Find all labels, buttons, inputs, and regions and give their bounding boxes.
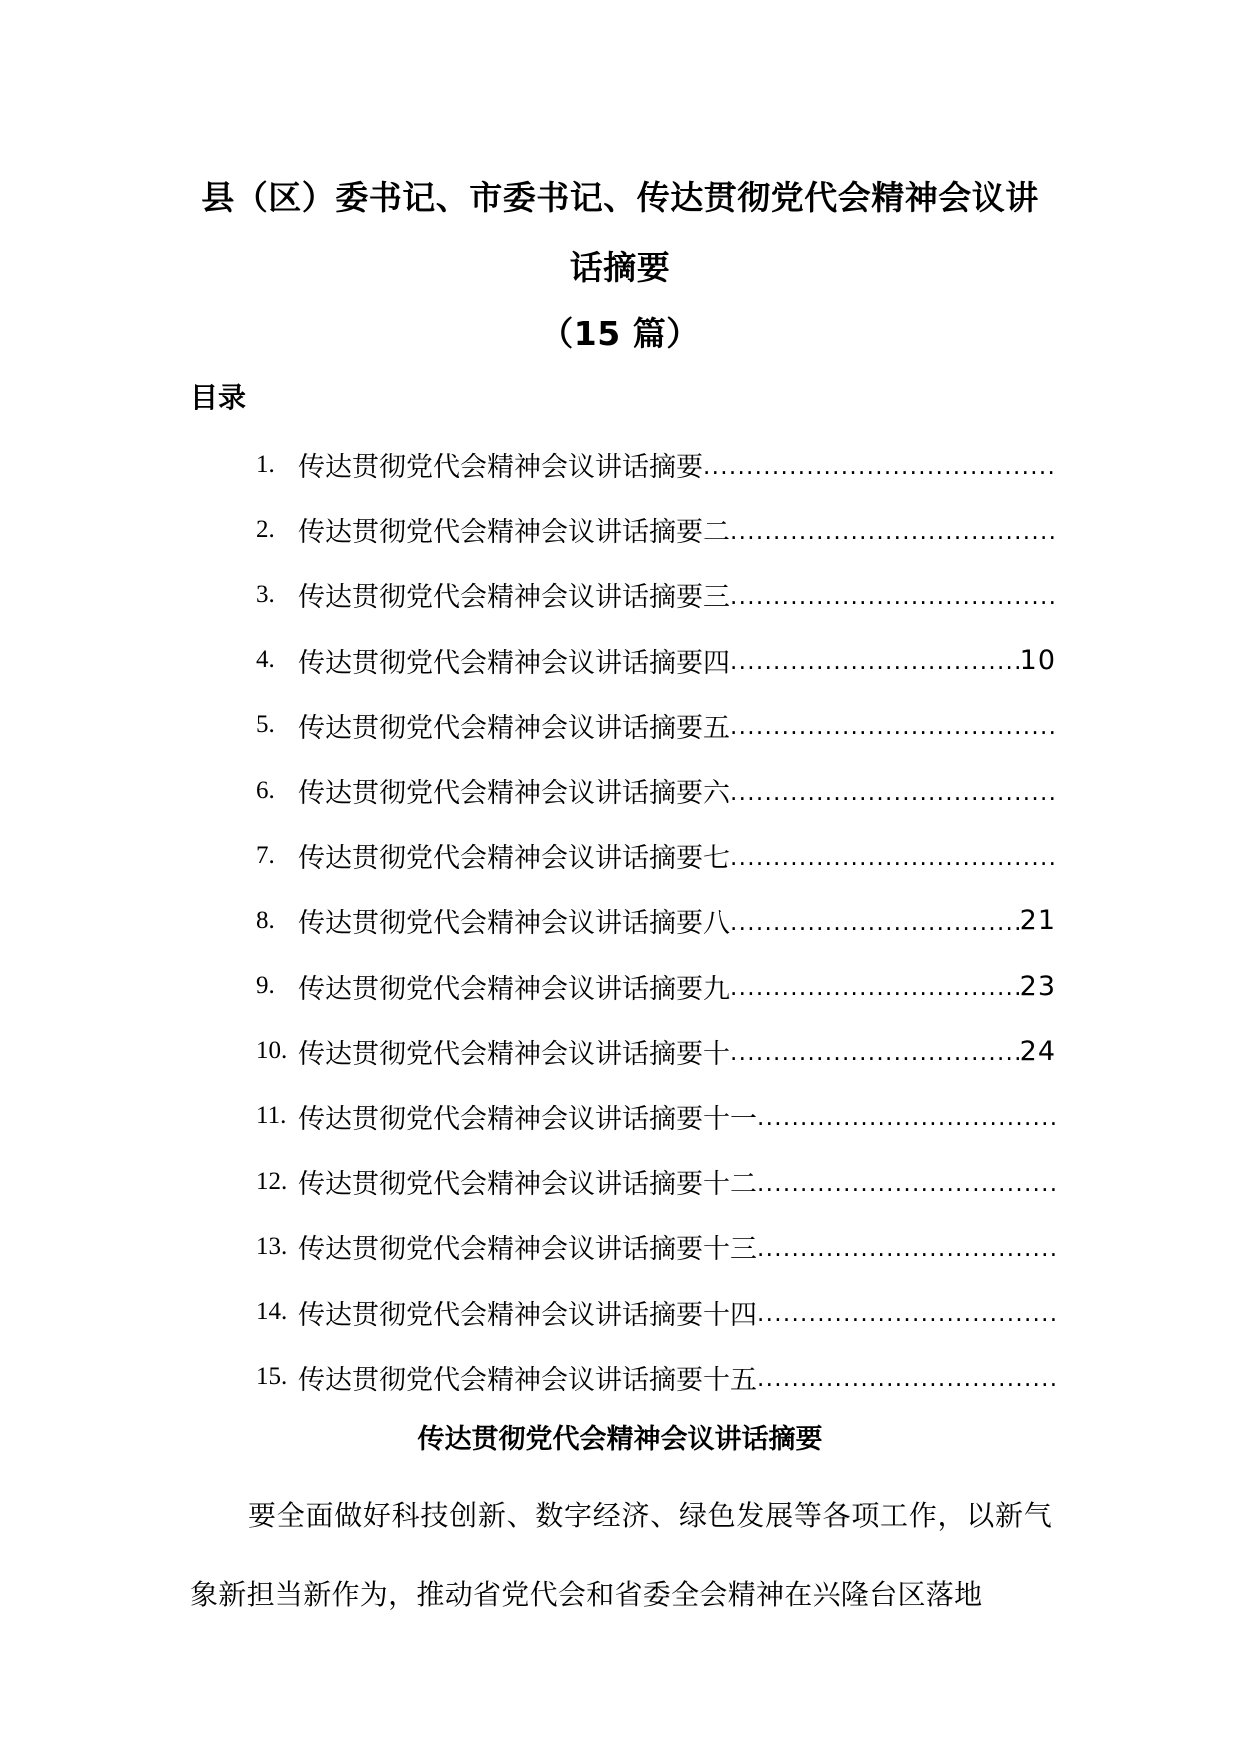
document-title-line-2: 话摘要 bbox=[569, 248, 671, 287]
toc-item-title: 传达贯彻党代会精神会议讲话摘要八 bbox=[298, 908, 730, 940]
toc-dot-leader bbox=[730, 645, 1020, 675]
toc-item-number: 9. bbox=[256, 972, 275, 1000]
toc-item-number: 6. bbox=[256, 776, 275, 804]
toc-item[interactable] bbox=[256, 693, 1056, 758]
toc-dot-leader bbox=[730, 971, 1020, 1001]
toc-item[interactable] bbox=[256, 1214, 1056, 1279]
toc-dot-leader bbox=[730, 776, 1056, 806]
toc-item[interactable] bbox=[256, 1019, 1056, 1084]
toc-dot-leader bbox=[757, 1101, 1056, 1131]
toc-item[interactable] bbox=[256, 1149, 1056, 1214]
toc-item-title: 传达贯彻党代会精神会议讲话摘要十二 bbox=[298, 1169, 757, 1201]
toc-item-title: 传达贯彻党代会精神会议讲话摘要五 bbox=[298, 712, 730, 744]
toc-item-page-number: 24 bbox=[1019, 1035, 1056, 1067]
toc-item-number: 12. bbox=[256, 1167, 288, 1195]
toc-item-number: 8. bbox=[256, 906, 275, 934]
toc-dot-leader bbox=[703, 450, 1056, 480]
toc-dot-leader bbox=[757, 1167, 1056, 1197]
section-title: 传达贯彻党代会精神会议讲话摘要 bbox=[417, 1424, 823, 1455]
toc-item-number: 2. bbox=[256, 515, 275, 543]
toc-item[interactable] bbox=[256, 823, 1056, 888]
toc-dot-leader bbox=[730, 580, 1056, 610]
toc-item-page-number: 23 bbox=[1019, 970, 1056, 1002]
toc-heading: 目录 bbox=[190, 381, 247, 414]
toc-item-title: 传达贯彻党代会精神会议讲话摘要九 bbox=[298, 973, 730, 1005]
toc-item-title: 传达贯彻党代会精神会议讲话摘要七 bbox=[298, 843, 730, 875]
toc-item-number: 4. bbox=[256, 646, 275, 674]
toc-item-title: 传达贯彻党代会精神会议讲话摘要四 bbox=[298, 647, 730, 679]
toc-dot-leader bbox=[730, 515, 1056, 545]
toc-item-title: 传达贯彻党代会精神会议讲话摘要十一 bbox=[298, 1103, 757, 1135]
toc-item[interactable] bbox=[256, 562, 1056, 627]
toc-item[interactable] bbox=[256, 888, 1056, 953]
toc-item[interactable] bbox=[256, 497, 1056, 562]
toc-item[interactable] bbox=[256, 432, 1056, 497]
toc-dot-leader bbox=[730, 906, 1020, 936]
document-title-count: （15 篇） bbox=[540, 314, 700, 353]
toc-item-title: 传达贯彻党代会精神会议讲话摘要十三 bbox=[298, 1234, 757, 1266]
toc-item[interactable] bbox=[256, 954, 1056, 1019]
toc-dot-leader bbox=[757, 1232, 1056, 1262]
toc-item-title: 传达贯彻党代会精神会议讲话摘要十五 bbox=[298, 1364, 757, 1396]
toc-item-title: 传达贯彻党代会精神会议讲话摘要二 bbox=[298, 517, 730, 549]
toc-item-number: 15. bbox=[256, 1363, 288, 1391]
toc-dot-leader bbox=[757, 1297, 1056, 1327]
toc-item-number: 7. bbox=[256, 841, 275, 869]
toc-dot-leader bbox=[730, 841, 1056, 871]
toc-item-title: 传达贯彻党代会精神会议讲话摘要十 bbox=[298, 1038, 730, 1070]
toc-item[interactable] bbox=[256, 628, 1056, 693]
toc-dot-leader bbox=[757, 1362, 1056, 1392]
toc-item[interactable] bbox=[256, 1279, 1056, 1344]
toc-item-title: 传达贯彻党代会精神会议讲话摘要三 bbox=[298, 582, 730, 614]
toc-item-page-number: 21 bbox=[1019, 905, 1056, 937]
toc-item[interactable] bbox=[256, 1084, 1056, 1149]
toc-dot-leader bbox=[730, 1036, 1020, 1066]
document-title-line-1: 县（区）委书记、市委书记、传达贯彻党代会精神会议讲 bbox=[201, 178, 1039, 217]
toc-item-number: 11. bbox=[256, 1102, 287, 1130]
toc-item-title: 传达贯彻党代会精神会议讲话摘要六 bbox=[298, 778, 730, 810]
toc-item-number: 10. bbox=[256, 1037, 288, 1065]
toc-item-number: 3. bbox=[256, 580, 275, 608]
table-of-contents bbox=[256, 432, 1056, 1410]
toc-item-number: 1. bbox=[256, 450, 275, 478]
toc-item-number: 13. bbox=[256, 1232, 288, 1260]
body-paragraph: 要全面做好科技创新、数字经济、绿色发展等各项工作，以新气象新担当新作为，推动省党代会和省委全会精神在兴隆台区落地 bbox=[190, 1499, 1052, 1611]
toc-item-number: 14. bbox=[256, 1298, 288, 1326]
toc-item-page-number: 10 bbox=[1019, 644, 1056, 676]
toc-dot-leader bbox=[730, 710, 1056, 740]
toc-item[interactable] bbox=[256, 1345, 1056, 1410]
toc-item-number: 5. bbox=[256, 711, 275, 739]
toc-item-title: 传达贯彻党代会精神会议讲话摘要十四 bbox=[298, 1299, 757, 1331]
toc-item[interactable] bbox=[256, 758, 1056, 823]
toc-item-title: 传达贯彻党代会精神会议讲话摘要 bbox=[298, 452, 703, 484]
